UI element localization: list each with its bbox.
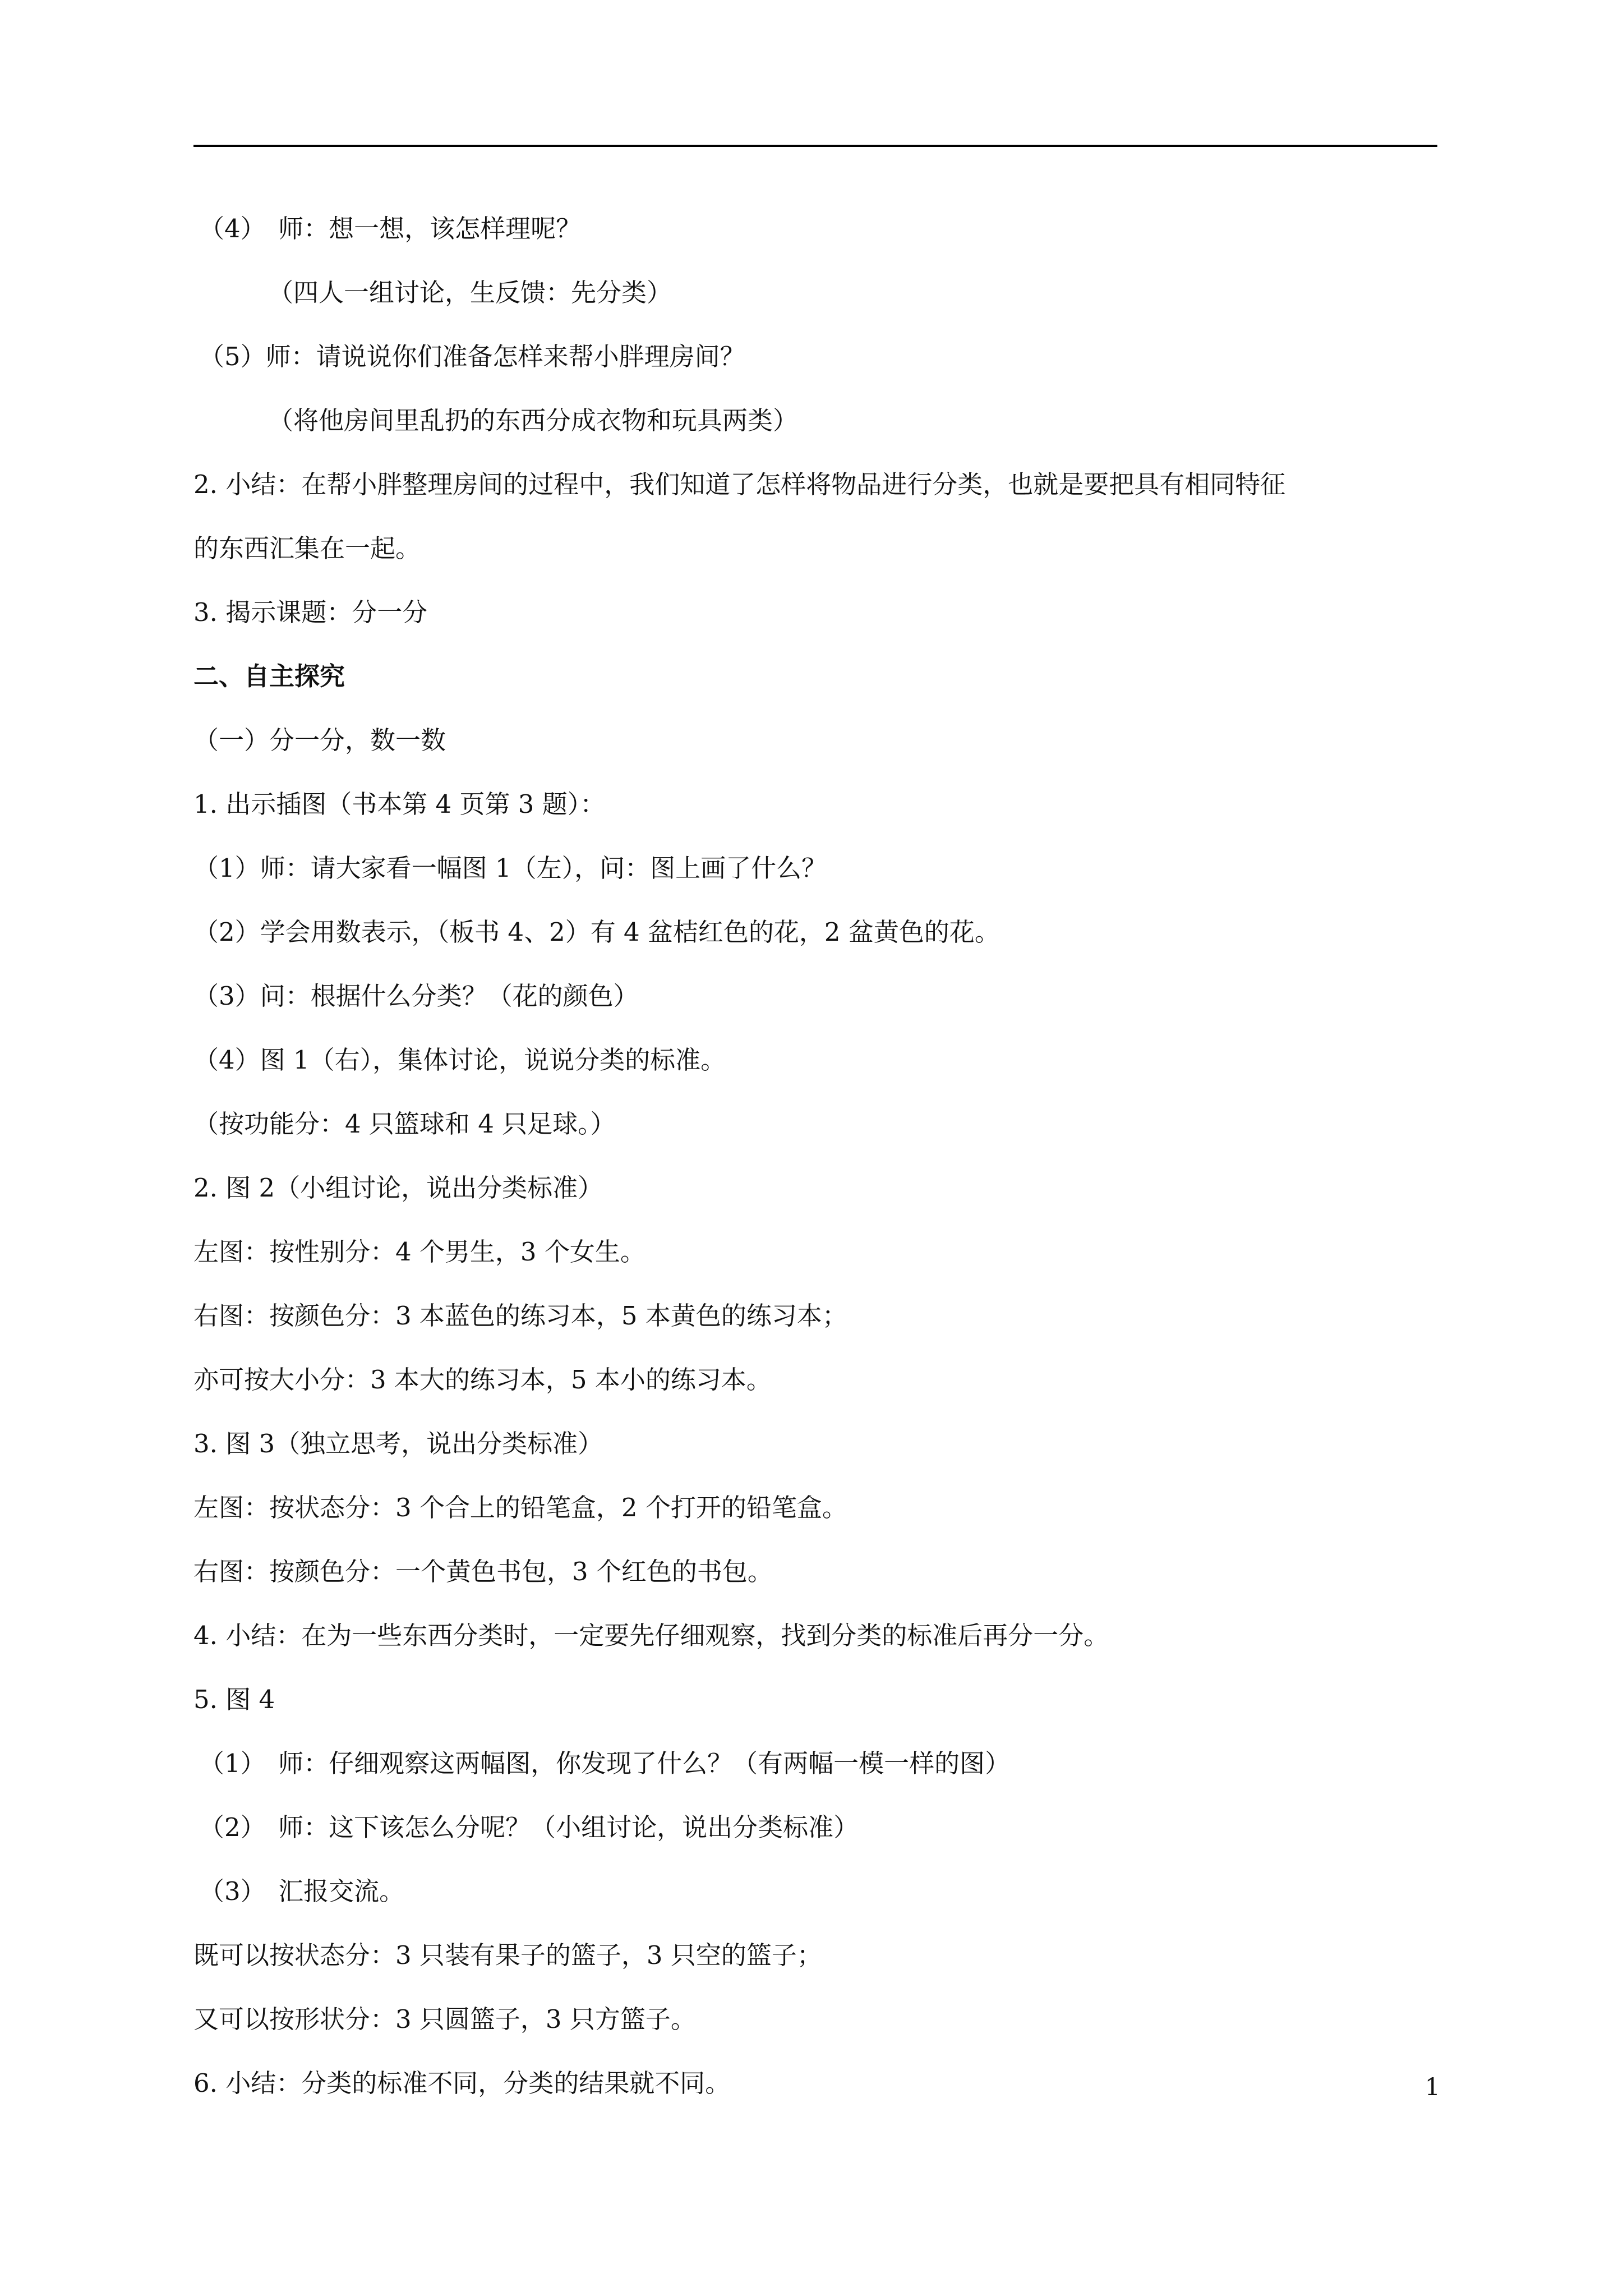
line-15: （按功能分：4 只篮球和 4 只足球。） bbox=[193, 1109, 616, 1139]
line-20: 3. 图 3（独立思考，说出分类标准） bbox=[193, 1429, 603, 1458]
line-11: （1）师：请大家看一幅图 1（左），问：图上画了什么？ bbox=[193, 853, 827, 883]
page-number: 1 bbox=[1424, 2073, 1440, 2101]
line-17: 左图：按性别分：4 个男生，3 个女生。 bbox=[193, 1237, 645, 1267]
line-18: 右图：按颜色分：3 本蓝色的练习本，5 本黄色的练习本； bbox=[193, 1301, 847, 1331]
line-30: 6. 小结：分类的标准不同，分类的结果就不同。 bbox=[193, 2068, 731, 2098]
section-heading: 二、自主探究 bbox=[193, 661, 345, 691]
line-16: 2. 图 2（小组讨论，说出分类标准） bbox=[193, 1173, 603, 1203]
line-29: 又可以按形状分：3 只圆篮子，3 只方篮子。 bbox=[193, 2004, 696, 2034]
line-14: （4）图 1（右），集体讨论，说说分类的标准。 bbox=[193, 1045, 726, 1075]
line-24: 5. 图 4 bbox=[193, 1685, 275, 1714]
line-25: （1） 师：仔细观察这两幅图，你发现了什么？（有两幅一模一样的图） bbox=[199, 1749, 1011, 1778]
line-26: （2） 师：这下该怎么分呢？（小组讨论，说出分类标准） bbox=[199, 1812, 859, 1842]
line-6: 的东西汇集在一起。 bbox=[193, 533, 421, 563]
line-27: （3） 汇报交流。 bbox=[199, 1876, 405, 1906]
line-28: 既可以按状态分：3 只装有果子的篮子，3 只空的篮子； bbox=[193, 1940, 822, 1970]
line-2: （四人一组讨论，生反馈：先分类） bbox=[268, 278, 672, 307]
line-5: 2. 小结：在帮小胖整理房间的过程中，我们知道了怎样将物品进行分类，也就是要把具有相同特征 bbox=[193, 470, 1286, 499]
header-rule bbox=[193, 145, 1437, 147]
line-7: 3. 揭示课题：分一分 bbox=[193, 597, 428, 627]
line-9: （一）分一分，数一数 bbox=[193, 725, 446, 755]
line-4: （将他房间里乱扔的东西分成衣物和玩具两类） bbox=[268, 406, 799, 435]
line-12: （2）学会用数表示，（板书 4、2）有 4 盆桔红色的花，2 盆黄色的花。 bbox=[193, 917, 1000, 947]
line-22: 右图：按颜色分：一个黄色书包，3 个红色的书包。 bbox=[193, 1557, 773, 1586]
line-3: （5）师：请说说你们准备怎样来帮小胖理房间？ bbox=[199, 342, 745, 371]
line-10: 1. 出示插图（书本第 4 页第 3 题）： bbox=[193, 789, 606, 819]
line-21: 左图：按状态分：3 个合上的铅笔盒，2 个打开的铅笔盒。 bbox=[193, 1493, 847, 1522]
line-23: 4. 小结：在为一些东西分类时，一定要先仔细观察，找到分类的标准后再分一分。 bbox=[193, 1621, 1109, 1650]
line-19: 亦可按大小分：3 本大的练习本，5 本小的练习本。 bbox=[193, 1365, 772, 1395]
line-1: （4） 师：想一想，该怎样理呢？ bbox=[199, 214, 582, 243]
line-13: （3）问：根据什么分类？（花的颜色） bbox=[193, 981, 639, 1011]
